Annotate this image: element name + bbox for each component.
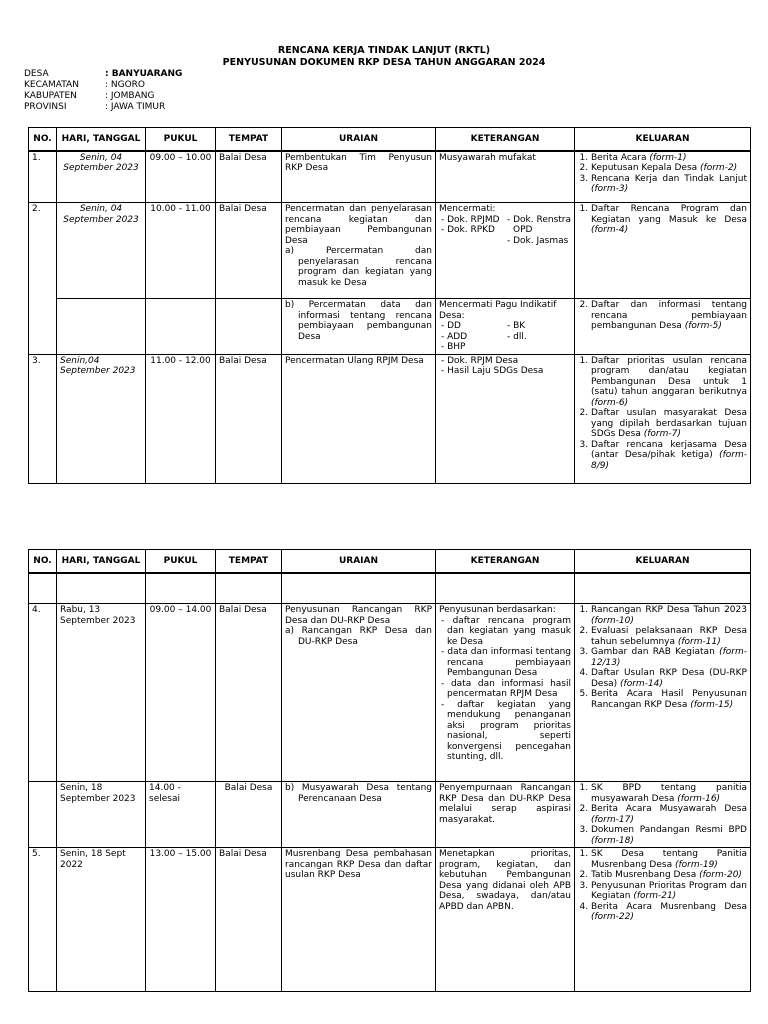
cell-pukul: 11.00 - 12.00: [146, 354, 216, 483]
cell-keluaran: [575, 151, 751, 203]
table-row: [29, 299, 751, 355]
table-row: [29, 354, 751, 483]
cell-hari: Rabu, 13 September 2023: [57, 604, 146, 782]
meta-desa: DESA : BANYUARANG: [24, 69, 183, 79]
cell-pukul: 09.00 – 10.00: [146, 151, 216, 203]
list-item: 5. Berita Acara Hasil Penyusunan Rancangan RKP Desa (form-15): [591, 689, 747, 710]
cell-keterangan: Mencermati: - Dok. RPJMD - Dok. RPKD - Dok. Renstra OPD - Dok. Jasmas: [436, 203, 575, 299]
cell-keterangan: Mencermati Pagu Indikatif Desa: - DD - ADD - BHP - BK - dll.: [436, 299, 575, 355]
cell-uraian: Musrenbang Desa pembahasan rancangan RKP Desa dan daftar usulan RKP Desa: [282, 848, 436, 992]
cell-uraian: b) Musyawarah Desa tentang Perencanaan Desa: [282, 782, 436, 848]
list-item: 1. Daftar Rencana Program dan Kegiatan yang Masuk ke Desa (form-4): [591, 204, 747, 236]
cell-tempat: Balai Desa: [216, 604, 282, 782]
list-item: 4. Berita Acara Musrenbang Desa (form-22): [591, 902, 747, 923]
list-item: 4. Daftar Usulan RKP Desa (DU-RKP Desa) (form-14): [591, 668, 747, 689]
cell-keluaran: [575, 604, 751, 782]
col-uraian: URAIAN: [282, 550, 436, 573]
list-item: 1. SK BPD tentang panitia musyawarah Desa (form-16): [591, 783, 747, 804]
table-row-empty: [29, 573, 751, 604]
cell-tempat: Balai Desa: [216, 848, 282, 992]
list-item: 3. Rencana Kerja dan Tindak Lanjut (form-3): [591, 174, 747, 195]
cell-no: 1.: [29, 151, 57, 203]
cell-uraian: Pembentukan Tim Penyusun RKP Desa: [282, 151, 436, 203]
meta-block: [24, 69, 182, 113]
col-tempat: TEMPAT: [216, 550, 282, 573]
cell-no: 3.: [29, 354, 57, 483]
list-item: 2. Tatib Musrenbang Desa (form-20): [591, 870, 747, 881]
list-item: 1. SK Desa tentang Panitia Musrenbang Desa (form-19): [591, 849, 747, 870]
col-pukul: PUKUL: [146, 550, 216, 573]
list-item: 3. Dokumen Pandangan Resmi BPD (form-18): [591, 825, 747, 846]
cell-no: 5.: [29, 848, 57, 992]
cell-keluaran: [575, 299, 751, 355]
cell-hari: Senin, 18 September 2023: [57, 782, 146, 848]
list-item: 2. Keputusan Kepala Desa (form-2): [591, 163, 747, 174]
cell-uraian: Penyusunan Rancangan RKP Desa dan DU-RKP Desa a) Rancangan RKP Desa dan DU-RKP Desa: [282, 604, 436, 782]
table-row: [29, 782, 751, 848]
cell-keterangan: Penyusunan berdasarkan: - daftar rencana program dan kegiatan yang masuk ke Desa - data dan informasi tentang rencana pembiayaan Pembangunan Desa - data dan informasi hasil pencermatan RPJM Desa - daftar kegiatan yang mendukung penanganan aksi program prioritas nasional, seperti konvergensi pencegahan stunting, dll.: [436, 604, 575, 782]
cell-hari: [57, 299, 146, 355]
list-item: 1. Berita Acara (form-1): [591, 153, 747, 164]
cell-tempat: Balai Desa: [216, 203, 282, 299]
list-item: 1. Daftar prioritas usulan rencana program dan/atau kegiatan Pembangunan Desa untuk 1 (satu) tahun anggaran berikutnya (form-6): [591, 356, 747, 409]
list-item: 3. Gambar dan RAB Kegiatan (form-12/13): [591, 647, 747, 668]
cell-keluaran: [575, 203, 751, 299]
cell-keluaran: [575, 354, 751, 483]
table-header-row: [29, 550, 751, 573]
list-item: 3. Daftar rencana kerjasama Desa (antar Desa/pihak ketiga) (form-8/9): [591, 440, 747, 472]
cell-pukul: 09.00 – 14.00: [146, 604, 216, 782]
doc-title: RENCANA KERJA TINDAK LANJUT (RKTL): [277, 45, 491, 56]
cell-tempat: Balai Desa: [216, 354, 282, 483]
table-row: [29, 604, 751, 782]
cell-tempat: Balai Desa: [216, 782, 282, 848]
col-pukul: PUKUL: [146, 128, 216, 151]
cell-uraian: b) Percermatan data dan informasi tentang rencana pembiayaan pembangunan Desa: [282, 299, 436, 355]
cell-tempat: [216, 299, 282, 355]
col-uraian: URAIAN: [282, 128, 436, 151]
cell-no: 2.: [29, 203, 57, 355]
cell-hari: Senin, 18 Sept 2022: [57, 848, 146, 992]
meta-kecamatan: KECAMATAN : NGORO: [24, 80, 146, 90]
list-item: 1. Rancangan RKP Desa Tahun 2023 (form-10): [591, 605, 747, 626]
meta-provinsi: PROVINSI : JAWA TIMUR: [24, 102, 166, 112]
cell-pukul: 14.00 - selesai: [146, 782, 216, 848]
cell-keterangan: - Dok. RPJM Desa - Hasil Laju SDGs Desa: [436, 354, 575, 483]
cell-uraian: Pencermatan dan penyelarasan rencana kegiatan dan pembiayaan Pembangunan Desa a) Percermatan dan penyelarasan rencana program dan kegiatan yang masuk ke Desa: [282, 203, 436, 299]
list-item: 2. Evaluasi pelaksanaan RKP Desa tahun sebelumnya (form-11): [591, 626, 747, 647]
list-item: 3. Penyusunan Prioritas Program dan Kegiatan (form-21): [591, 881, 747, 902]
cell-uraian: Pencermatan Ulang RPJM Desa: [282, 354, 436, 483]
cell-pukul: [146, 299, 216, 355]
col-no: NO.: [29, 128, 57, 151]
cell-keterangan: Penyempurnaan Rancangan RKP Desa dan DU-RKP Desa melalui serap aspirasi masyarakat.: [436, 782, 575, 848]
list-item: 2. Daftar dan informasi tentang rencana pembiayaan pembangunan Desa (form-5): [591, 300, 747, 332]
cell-keluaran: [575, 848, 751, 992]
col-keterangan: KETERANGAN: [436, 550, 575, 573]
cell-tempat: Balai Desa: [216, 151, 282, 203]
doc-subtitle: PENYUSUNAN DOKUMEN RKP DESA TAHUN ANGGARAN 2024: [222, 57, 546, 68]
col-hari: HARI, TANGGAL: [57, 550, 146, 573]
list-item: 2. Berita Acara Musyawarah Desa (form-17): [591, 804, 747, 825]
list-item: 2. Daftar usulan masyarakat Desa yang dipilah berdasarkan tujuan SDGs Desa (form-7): [591, 408, 747, 440]
cell-pukul: 13.00 – 15.00: [146, 848, 216, 992]
meta-kabupaten: KABUPATEN : JOMBANG: [24, 91, 155, 101]
col-hari: HARI, TANGGAL: [57, 128, 146, 151]
cell-pukul: 10.00 - 11.00: [146, 203, 216, 299]
col-no: NO.: [29, 550, 57, 573]
cell-hari: Senin, 04 September 2023: [57, 203, 146, 299]
cell-keluaran: [575, 782, 751, 848]
rktl-table-1: [28, 127, 751, 484]
table-row: [29, 151, 751, 203]
col-keluaran: KELUARAN: [575, 128, 751, 151]
table-header-row: [29, 128, 751, 151]
cell-keterangan: Musyawarah mufakat: [436, 151, 575, 203]
cell-no: [29, 782, 57, 848]
cell-hari: Senin, 04 September 2023: [57, 151, 146, 203]
cell-keterangan: Menetapkan prioritas, program, kegiatan, dan kebutuhan Pembangunan Desa yang didanai oleh APB Desa, swadaya, dan/atau APBD dan APBN.: [436, 848, 575, 992]
col-tempat: TEMPAT: [216, 128, 282, 151]
table-row: [29, 848, 751, 992]
col-keterangan: KETERANGAN: [436, 128, 575, 151]
cell-no: 4.: [29, 604, 57, 782]
cell-hari: Senin,04 September 2023: [57, 354, 146, 483]
rktl-table-2: [28, 549, 751, 992]
table-row: [29, 203, 751, 299]
col-keluaran: KELUARAN: [575, 550, 751, 573]
